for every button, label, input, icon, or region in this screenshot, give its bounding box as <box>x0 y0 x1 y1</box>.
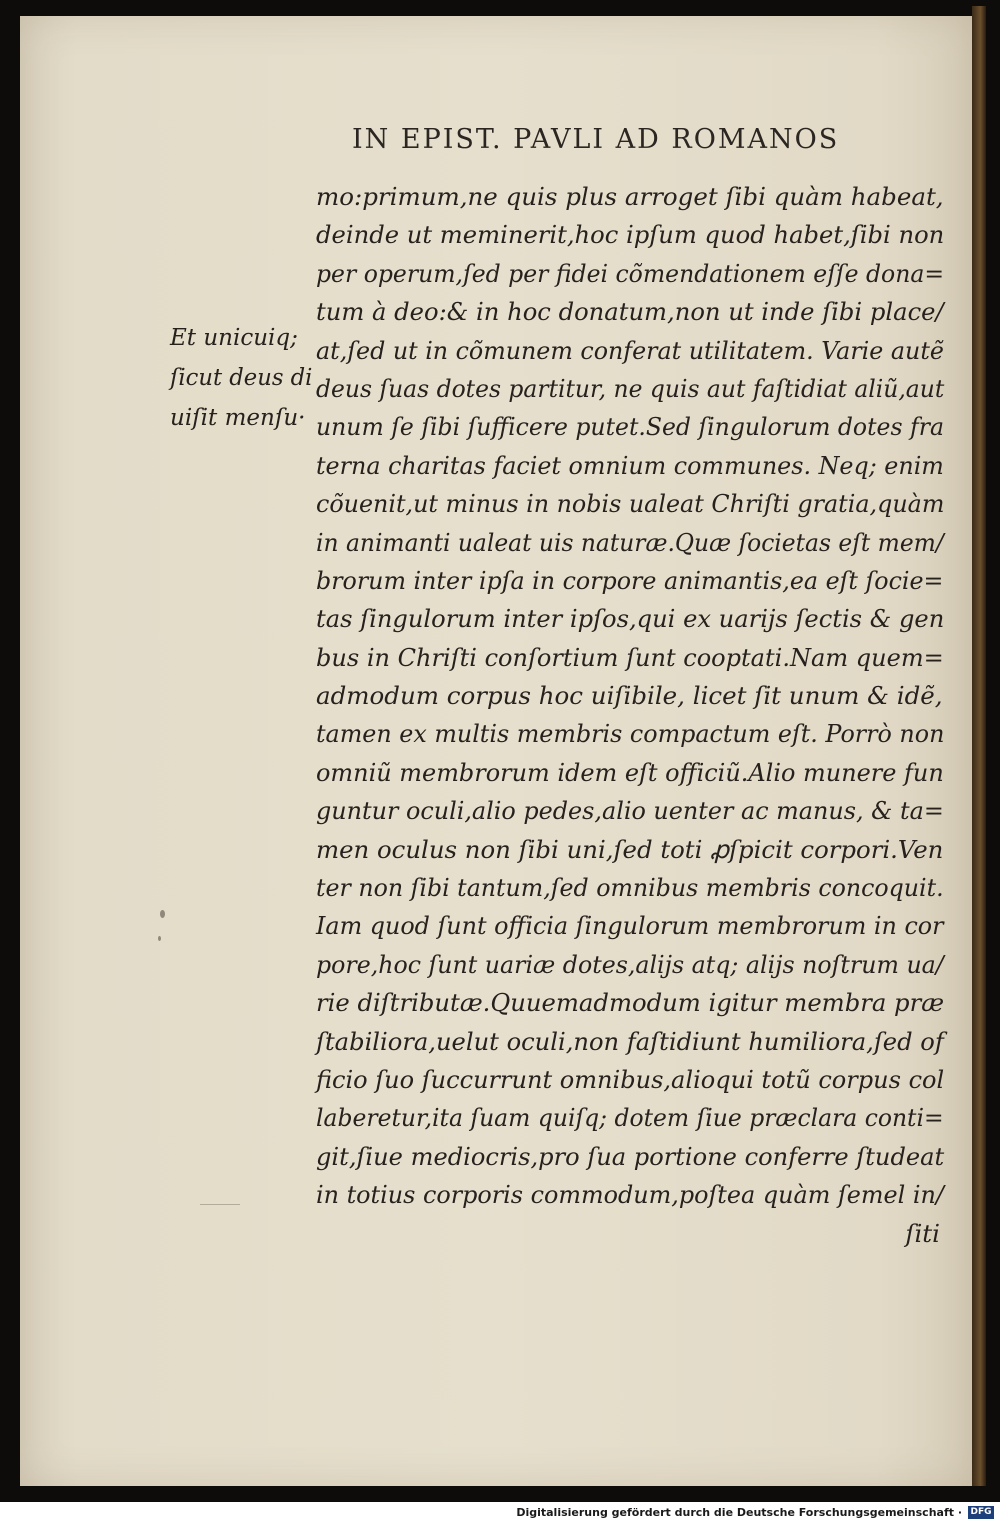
text-line: ſtabiliora,uelut oculi,non faſtidiunt humiliora,ſed of <box>316 1026 944 1056</box>
text-line: rie diſtributæ.Quuemadmodum igitur membra præ <box>316 988 945 1018</box>
body-text <box>316 178 946 1253</box>
page-edge <box>972 6 986 1486</box>
margin-note-line: ſicut deus di <box>170 365 313 391</box>
ink-speck <box>200 1204 240 1205</box>
text-line: men oculus non ſibi uni,ſed toti ꝓſpicit corpori.Ven <box>316 834 944 864</box>
text-line: deinde ut meminerit,hoc ipſum quod habet,ſibi non <box>316 220 945 250</box>
footer-bar <box>0 1502 1000 1524</box>
text-line: git,ſiue mediocris,pro ſua portione conferre ſtudeat <box>316 1141 945 1171</box>
text-line: deus ſuas dotes partitur, ne quis aut faſtidiat aliũ,aut <box>316 373 945 403</box>
margin-note <box>170 318 315 438</box>
text-line: in animanti ualeat uis naturæ.Quæ ſocietas eſt mem/ <box>316 527 944 557</box>
text-line: ter non ſibi tantum,ſed omnibus membris concoquit. <box>316 873 944 903</box>
text-line: at,ſed ut in cõmunem conferat utilitatem. Varie autẽ <box>316 335 944 365</box>
footer-credit: Digitalisierung gefördert durch die Deutsche Forschungsgemeinschaft · <box>516 1506 962 1519</box>
text-line: tas ſingulorum inter ipſos,qui ex uarijs ſectis & gen <box>316 604 945 634</box>
text-line: per operum,ſed per fidei cõmendationem eſſe dona= <box>316 258 945 288</box>
ink-speck <box>158 936 161 941</box>
ink-speck <box>160 910 165 918</box>
text-line: laberetur,ita ſuam quiſq; dotem ſiue præclara conti= <box>316 1103 944 1133</box>
text-line: mo:primum,ne quis plus arroget ſibi quàm habeat, <box>316 182 944 211</box>
text-line: in totius corporis commodum,poſtea quàm ſemel in/ <box>316 1180 944 1210</box>
margin-note-line: uiſit menſu· <box>170 405 306 431</box>
running-head: IN EPIST. PAVLI AD ROMANOS <box>352 124 840 155</box>
text-line: admodum corpus hoc uiſibile, licet ſit unum & idẽ, <box>316 681 943 711</box>
text-line: cõuenit,ut minus in nobis ualeat Chriſti gratia,quàm <box>316 489 945 519</box>
catchword: ſiti <box>905 1218 940 1248</box>
dfg-logo-icon: DFG <box>968 1506 994 1519</box>
text-line: Iam quod ſunt officia ſingulorum membrorum in cor <box>316 911 944 941</box>
margin-note-line: Et unicuiq; <box>170 325 298 351</box>
text-line: omniũ membrorum idem eſt officiũ.Alio munere fun <box>316 757 944 787</box>
text-line: brorum inter ipſa in corpore animantis,ea eſt ſocie= <box>316 565 944 595</box>
text-line: unum ſe ſibi ſufficere putet.Sed ſingulorum dotes fra <box>316 412 944 442</box>
text-line: guntur oculi,alio pedes,alio uenter ac manus, & ta= <box>316 796 944 826</box>
text-line: tamen ex multis membris compactum eſt. Porrò non <box>316 719 945 749</box>
text-line: bus in Chriſti conſortium ſunt cooptati.Nam quem= <box>316 642 944 672</box>
text-line: ficio ſuo ſuccurrunt omnibus,alioqui totũ corpus col <box>316 1064 945 1094</box>
text-line: terna charitas faciet omnium communes. Neq; enim <box>316 450 944 480</box>
text-line: pore,hoc ſunt uariæ dotes,alijs atq; alijs noſtrum ua/ <box>316 949 944 979</box>
text-line: tum à deo:& in hoc donatum,non ut inde ſibi place/ <box>316 297 944 327</box>
